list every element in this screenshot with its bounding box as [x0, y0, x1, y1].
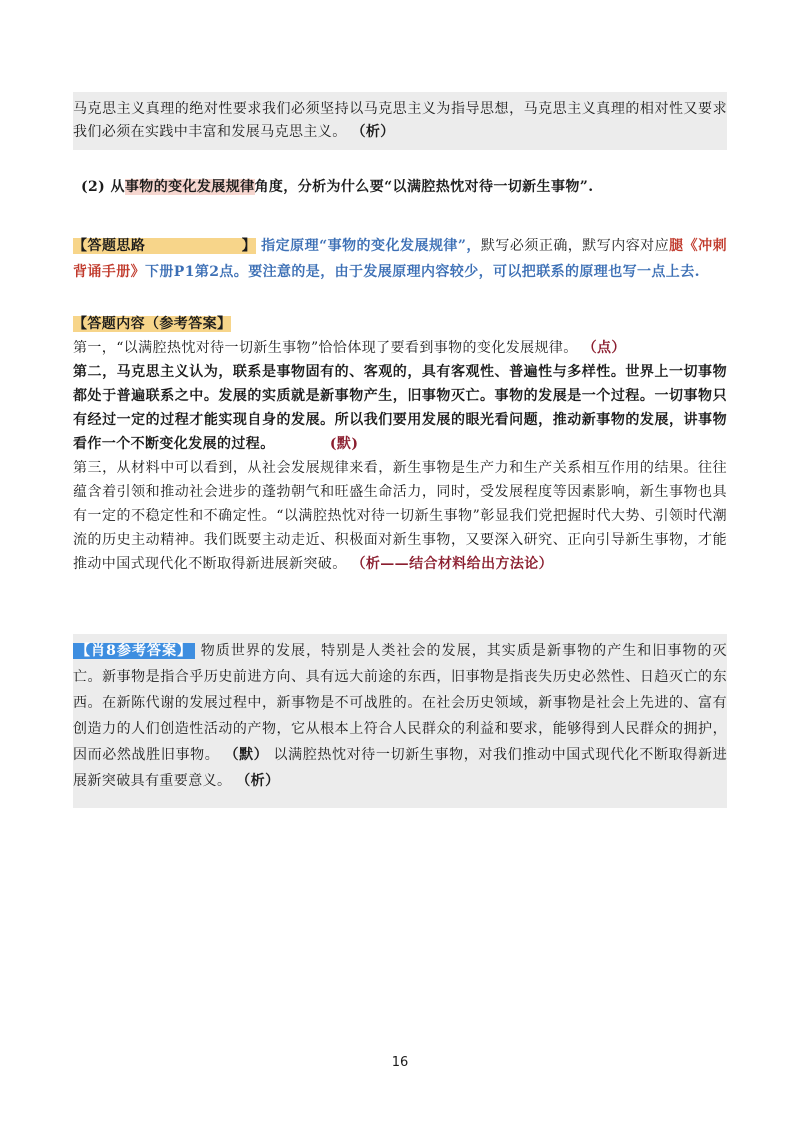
top-paragraph-text: 马克思主义真理的绝对性要求我们必须坚持以马克思主义为指导思想，马克思主义真理的相对性又要求我们必须在实践中丰富和发展马克思主义。: [73, 101, 727, 140]
question-highlight: 事物的变化发展规律: [124, 179, 255, 195]
answer-point-3: [73, 456, 727, 576]
answer-content-label: 【答题内容（参考答案】: [73, 316, 232, 332]
answer-idea-label: 【答题思路 】: [73, 238, 257, 254]
answer-content: [73, 312, 727, 576]
question: [73, 176, 727, 199]
page-number: 16: [391, 1055, 409, 1070]
answer-point-1-tag: （点）: [582, 340, 626, 356]
answer-point-2: [73, 360, 727, 456]
reference-answer-text-2: 以满腔热忱对待一切新生事物，对我们推动中国式现代化不断取得新进展新突破具有重要意义。: [73, 747, 727, 789]
answer-point-2-tag: (默): [329, 436, 359, 452]
reference-answer-tag-1: （默）: [224, 747, 269, 763]
reference-answer-label: 【肖8参考答案】: [73, 643, 195, 659]
answer-point-3-text: 第三，从材料中可以看到，从社会发展规律来看，新生事物是生产力和生产关系相互作用的结果。往往蕴含着引领和推动社会进步的蓬勃朝气和旺盛生命活力，同时，受发展程度等因素影响，新生事物也具有一定的不稳定性和不确定性。“以满腔热忱对待一切新生事物”彰显我们党把握时代大势、引领时代潮流的历史主动精神。我们既要主动走近、积极面对新生事物，又要深入研究、正向引导新生事物，才能推动中国式现代化不断取得新进展新突破。: [73, 460, 727, 572]
answer-idea-blue-2: 下册P1第2点。要注意的是，由于发展原理内容较少，可以把联系的原理也写一点上去.: [145, 264, 700, 280]
answer-point-1: [73, 336, 727, 360]
top-paragraph: [73, 92, 727, 150]
answer-idea-blue-1: 指定原理“事物的变化发展规律”，: [261, 238, 481, 254]
question-number: (2): [81, 179, 106, 195]
answer-idea-plain: 默写必须正确，默写内容对应: [480, 238, 670, 254]
question-rest: 角度，分析为什么要“以满腔热忱对待一切新生事物”.: [254, 179, 594, 195]
answer-idea: [73, 233, 727, 285]
reference-answer-tag-2: （析）: [236, 773, 280, 789]
answer-point-2-text: 第二，马克思主义认为，联系是事物固有的、客观的，具有客观性、普遍性与多样性。世界上一切事物都处于普遍联系之中。发展的实质就是新事物产生，旧事物灭亡。事物的发展是一个过程。一切事物只有经过一定的过程才能实现自身的发展。所以我们要用发展的眼光看问题，推动新事物的发展，讲事物看作一个不断变化发展的过程。: [73, 364, 727, 452]
answer-point-1-text: 第一，“以满腔热忱对待一切新生事物”恰恰体现了要看到事物的变化发展规律。: [73, 340, 578, 356]
reference-answer-text-1: 物质世界的发展，特别是人类社会的发展，其实质是新事物的产生和旧事物的灭亡。新事物是指合乎历史前进方向、具有远大前途的东西，旧事物是指丧失历史必然性、日趋灭亡的东西。在新陈代谢的发展过程中，新事物是不可战胜的。在社会历史领域，新事物是社会上先进的、富有创造力的人们创造性活动的产物，它从根本上符合人民群众的利益和要求，能够得到人民群众的拥护，因而必然战胜旧事物。: [73, 643, 727, 763]
answer-point-3-tag: （析——结合材料给出方法论）: [351, 556, 554, 572]
question-prefix: 从: [110, 179, 125, 195]
top-paragraph-tag: （析）: [351, 124, 395, 140]
reference-answer: [73, 634, 727, 808]
answer-idea-red: 腿《冲刺背诵手册》: [73, 238, 727, 280]
